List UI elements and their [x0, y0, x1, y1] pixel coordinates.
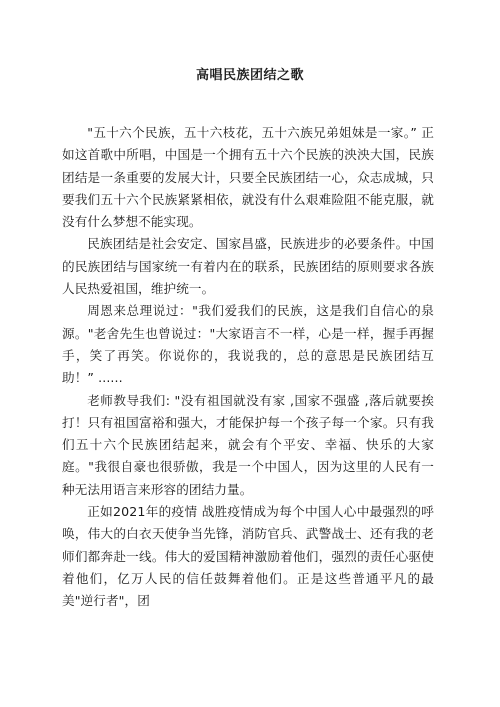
- document-title: 高唱民族团结之歌: [195, 68, 304, 83]
- paragraph: 老师教导我们: "没有祖国就没有家 ,国家不强盛 ,落后就要挨打！只有祖国富裕和强大，才能保护每一个孩子每一个家。只有我们五十六个民族团结起来，就会有个平安、幸福、快乐的大家庭。"我很自豪也很骄傲，我是一个中国人，因为这里的人民有一种无法用语言来形容的团结力量。: [62, 392, 434, 497]
- paragraph: 周恩来总理说过："我们爱我们的民族，这是我们自信心的泉源。"老舍先生也曾说过："大家语言不一样，心是一样，握手再握手，笑了再笑。你说你的，我说我的，总的意思是民族团结互助！” ......: [62, 303, 434, 386]
- paragraph: 正如2021年的疫情 战胜疫情成为每个中国人心中最强烈的呼唤，伟大的白衣天使争当先锋，消防官兵、武警战士、还有我的老师们都奔赴一线。伟大的爱国精神激励着他们，强烈的责任心驱使着他们，亿万人民的信任鼓舞着他们。正是这些普通平凡的最美"逆行者"，团: [62, 504, 434, 609]
- paragraph: 民族团结是社会安定、国家昌盛，民族进步的必要条件。中国的民族团结与国家统一有着内在的联系，民族团结的原则要求各族人民热爱祖国，维护统一。: [62, 236, 434, 297]
- paragraph: "五十六个民族，五十六枝花，五十六族兄弟姐妹是一家。” 正如这首歌中所唱，中国是一个拥有五十六个民族的泱泱大国，民族团结是一条重要的发展大计，只要全民族团结一心，众志成城，只要我们五十六个民族紧紧相依，就没有什么艰难险阻不能克服，就没有什么梦想不能实现。: [62, 125, 434, 230]
- document-body: [62, 122, 434, 613]
